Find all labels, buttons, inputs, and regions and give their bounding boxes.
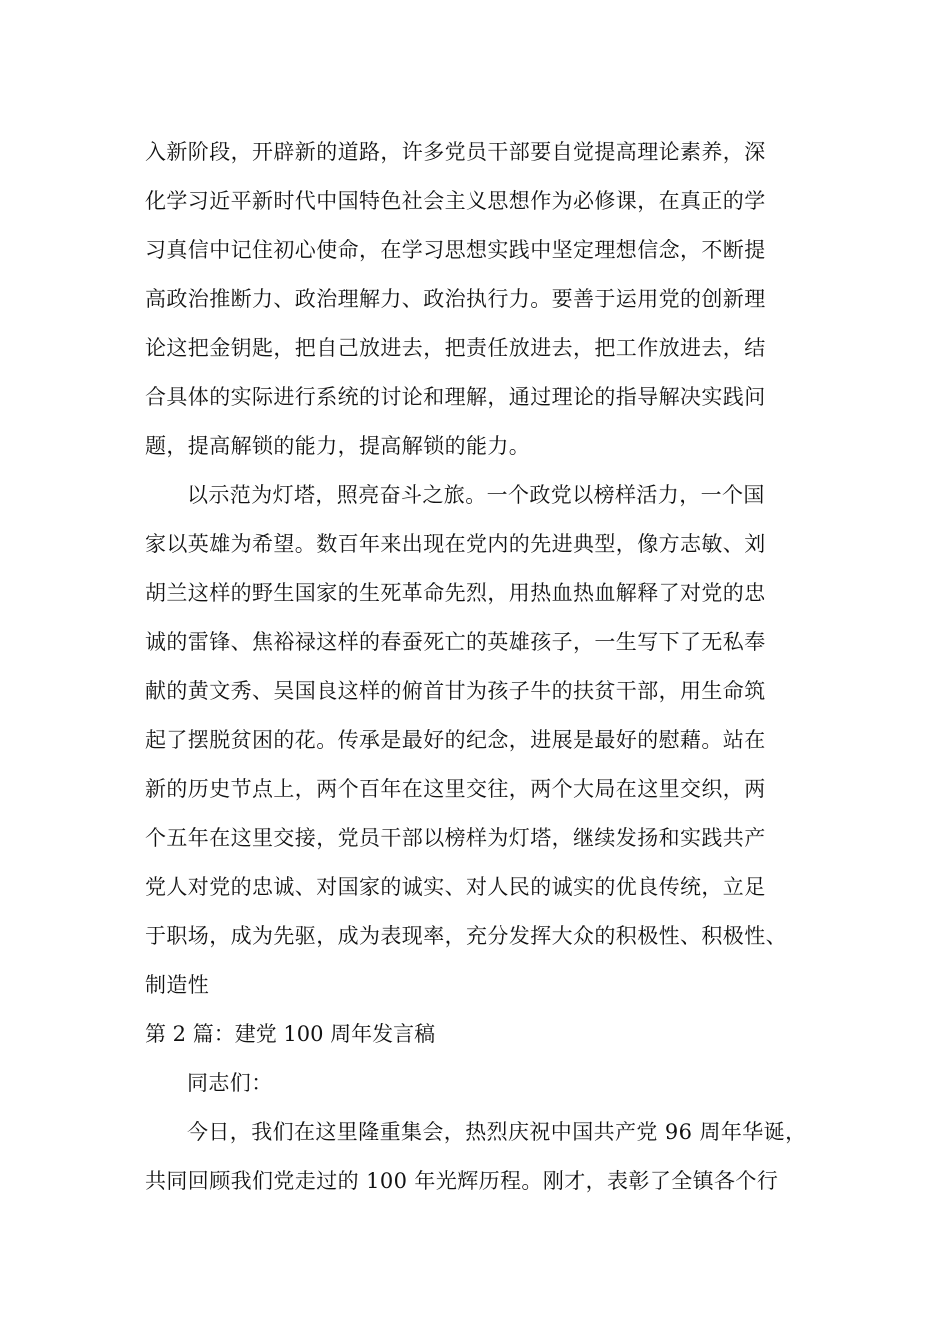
text-line: 合具体的实际进行系统的讨论和理解，通过理论的指导解决实践问 [145, 385, 766, 409]
text-line: 题，提高解锁的能力，提高解锁的能力。 [145, 434, 531, 458]
text-line: 化学习近平新时代中国特色社会主义思想作为必修课，在真正的学 [145, 189, 766, 213]
text-line: 诚的雷锋、焦裕禄这样的春蚕死亡的英雄孩子，一生写下了无私奉 [145, 630, 766, 654]
text-line: 今日，我们在这里隆重集会，热烈庆祝中国共产党 96 周年华诞， [187, 1120, 807, 1144]
text-line: 以示范为灯塔，照亮奋斗之旅。一个政党以榜样活力，一个国 [187, 483, 765, 507]
paragraph-1 [145, 128, 825, 471]
text-line: 论这把金钥匙，把自己放进去，把责任放进去，把工作放进去，结 [145, 336, 766, 360]
text-line: 家以英雄为希望。数百年来出现在党内的先进典型，像方志敏、刘 [145, 532, 766, 556]
text-line: 共同回顾我们党走过的 100 年光辉历程。刚才，表彰了全镇各个行 [145, 1169, 779, 1193]
document-page [145, 128, 825, 1206]
text-line: 胡兰这样的野生国家的生死革命先烈，用热血热血解释了对党的忠 [145, 581, 766, 605]
text-line: 党人对党的忠诚、对国家的诚实、对人民的诚实的优良传统，立足 [145, 875, 766, 899]
text-line: 新的历史节点上，两个百年在这里交往，两个大局在这里交织，两 [145, 777, 766, 801]
text-line: 献的黄文秀、吴国良这样的俯首甘为孩子牛的扶贫干部，用生命筑 [145, 679, 766, 703]
text-line: 于职场，成为先驱，成为表现率，充分发挥大众的积极性、积极性、 [145, 924, 787, 948]
section-heading: 第 2 篇：建党 100 周年发言稿 [145, 1022, 436, 1046]
text-line: 入新阶段，开辟新的道路，许多党员干部要自觉提高理论素养，深 [145, 140, 766, 164]
text-line: 习真信中记住初心使命，在学习思想实践中坚定理想信念，不断提 [145, 238, 766, 262]
text-line: 制造性 [145, 973, 210, 997]
salutation: 同志们： [187, 1071, 273, 1095]
paragraph-3 [145, 1108, 825, 1206]
text-line: 个五年在这里交接，党员干部以榜样为灯塔，继续发扬和实践共产 [145, 826, 766, 850]
paragraph-2 [145, 471, 825, 1010]
text-line: 高政治推断力、政治理解力、政治执行力。要善于运用党的创新理 [145, 287, 766, 311]
text-line: 起了摆脱贫困的花。传承是最好的纪念，进展是最好的慰藉。站在 [145, 728, 766, 752]
